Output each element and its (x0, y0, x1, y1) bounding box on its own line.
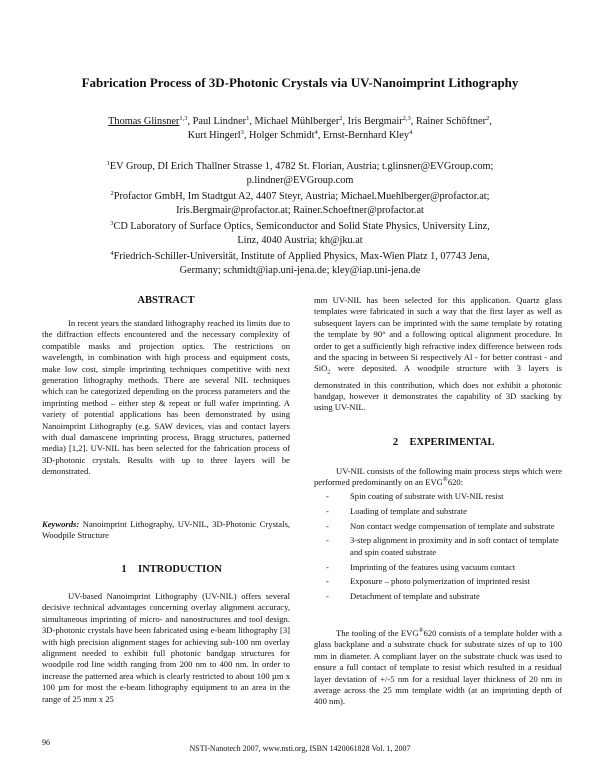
author: Kurt Hingerl$^3$, (187, 129, 250, 141)
experimental-tooling: The tooling of the EVG®620 consists of a template holder with a glass backplane and a substrate chuck for substrate sizes of up to 100 mm in diameter. A compliant layer on the substrate chuck was used to ensure a full contact of template to resist which resulted in a residual layer deviation of +/-5 nm for a residual layer thickness of 20 nm in average across the 25 mm template width (at an imprinting depth of 400 nm). (314, 627, 562, 707)
process-steps-list (326, 491, 562, 606)
process-step: - Exposure – photo polymerization of imprinted resist (326, 576, 562, 587)
introduction-heading: 1 INTRODUCTION (121, 564, 222, 575)
process-step: - Detachment of template and substrate (326, 591, 562, 602)
keywords: Keywords: Nanoimprint Lithography, UV-NIL, 3D-Photonic Crystals, Woodpile Structure (42, 519, 290, 541)
affiliation: $^4$Friedrich-Schiller-Universität, Institute of Applied Physics, Max-Wien Platz 1, 07743 Jena, Germany; schmidt@iap.uni-jena.de; kley@iap.uni-jena.de (110, 250, 490, 276)
page-number: 96 (42, 738, 50, 747)
process-step: - Spin coating of substrate with UV-NIL resist (326, 491, 562, 502)
process-step: - 3-step alignment in proximity and in soft contact of template and spin coated substrate (326, 535, 562, 558)
process-step: - Imprinting of the features using vacuum contact (326, 562, 562, 573)
author: Rainer Schöftner$^2$, (415, 115, 492, 127)
author-list (95, 115, 505, 143)
affiliation: $^1$EV Group, DI Erich Thallner Strasse 1, 4782 St. Florian, Austria; t.glinsner@EVGroup.com; p.lindner@EVGroup.com (106, 160, 494, 186)
introduction-body: UV-based Nanoimprint Lithography (UV-NIL) offers several decisive technical advantages concerning overlay alignment accuracy, simultaneous imprinting of micro- and nanostructures and tool design. 3D-photonic crystals have been fabricated using e-beam lithography [3] with high precision alignment stages for achieving sub-100 nm overlay alignment needed to exhibit full photonic bandgap structures for woodpile rod line width ranging from 200 nm to 400 nm. In order to increase the patterned area which is clearly restricted to about 100 µm x 100 µm for most the e-beam lithography equipment to an area in the range of 25 mm x 25 (42, 591, 290, 704)
introduction-continued: mm UV-NIL has been selected for this application. Quartz glass templates were fabricated in such a way that the first layer as well as subsequent layers can be imprinted with the same template by rotating the template by 90° and a following optical alignment procedure. In order to get a sufficiently high refractive index difference between rods and the spacing in between Si respectively Al - for better contrast - and SiO$_2$ were deposited. A woodpile structure with 3 layers is demonstrated in this contribution, which does not exhibit a photonic bandgap, however it demonstrates the capability of 3D stacking by using UV-NIL. (314, 295, 562, 413)
process-step: - Non contact wedge compensation of template and substrate (326, 521, 562, 532)
process-step: - Loading of template and substrate (326, 506, 562, 517)
author: Thomas Glinsner$^{1,3}$, (108, 115, 193, 127)
author: Iris Bergmair$^{2,3}$, (347, 115, 416, 127)
author: Holger Schmidt$^4$, (249, 129, 323, 141)
experimental-heading: 2 EXPERIMENTAL (392, 437, 495, 448)
author: Michael Mühlberger$^2$, (254, 115, 348, 127)
affiliation: $^2$Profactor GmbH, Im Stadtgut A2, 4407 Steyr, Austria; Michael.Muehlberger@profactor.at; Iris.Bergmair@profactor.at; Rainer.Schoeftner@profactor.at (110, 190, 490, 216)
paper-title: Fabrication Process of 3D-Photonic Crystals via UV-Nanoimprint Lithography (81, 75, 519, 90)
footer-citation: NSTI-Nanotech 2007, www.nsti.org, ISBN 1420061828 Vol. 1, 2007 (189, 744, 411, 753)
author: Paul Lindner$^1$, (192, 115, 255, 127)
experimental-intro: UV-NIL consists of the following main process steps which were performed predominantly on an EVG®620: (314, 466, 562, 488)
affiliation: $^3$CD Laboratory of Surface Optics, Semiconductor and Solid State Physics, University Linz, Linz, 4040 Austria; kh@jku.at (110, 220, 490, 246)
abstract-body: In recent years the standard lithography reached its limits due to the diffraction effects encountered and the necessary complexity of compatible masks and projection optics. The restrictions on wavelength, in combination with high process and equipment costs, make low cost, simple imprinting techniques competitive with next generation lithography methods. There are several NIL techniques which can be categorized depending on the process parameters and the imprinting method – either step & repeat or full wafer imprinting. A variety of potential applications has been demonstrated by using Nanoimprint Lithography (e.g. SAW devices, vias and contact layers with dual damascene imprinting process, Bragg structures, patterned media) [1,2]. UV-NIL has been selected for the fabrication process of 3D-photonic crystals. Results with up to three layers will be demonstrated. (42, 318, 290, 477)
author: Ernst-Bernhard Kley$^4$ (322, 129, 413, 141)
abstract-heading: ABSTRACT (137, 295, 195, 306)
